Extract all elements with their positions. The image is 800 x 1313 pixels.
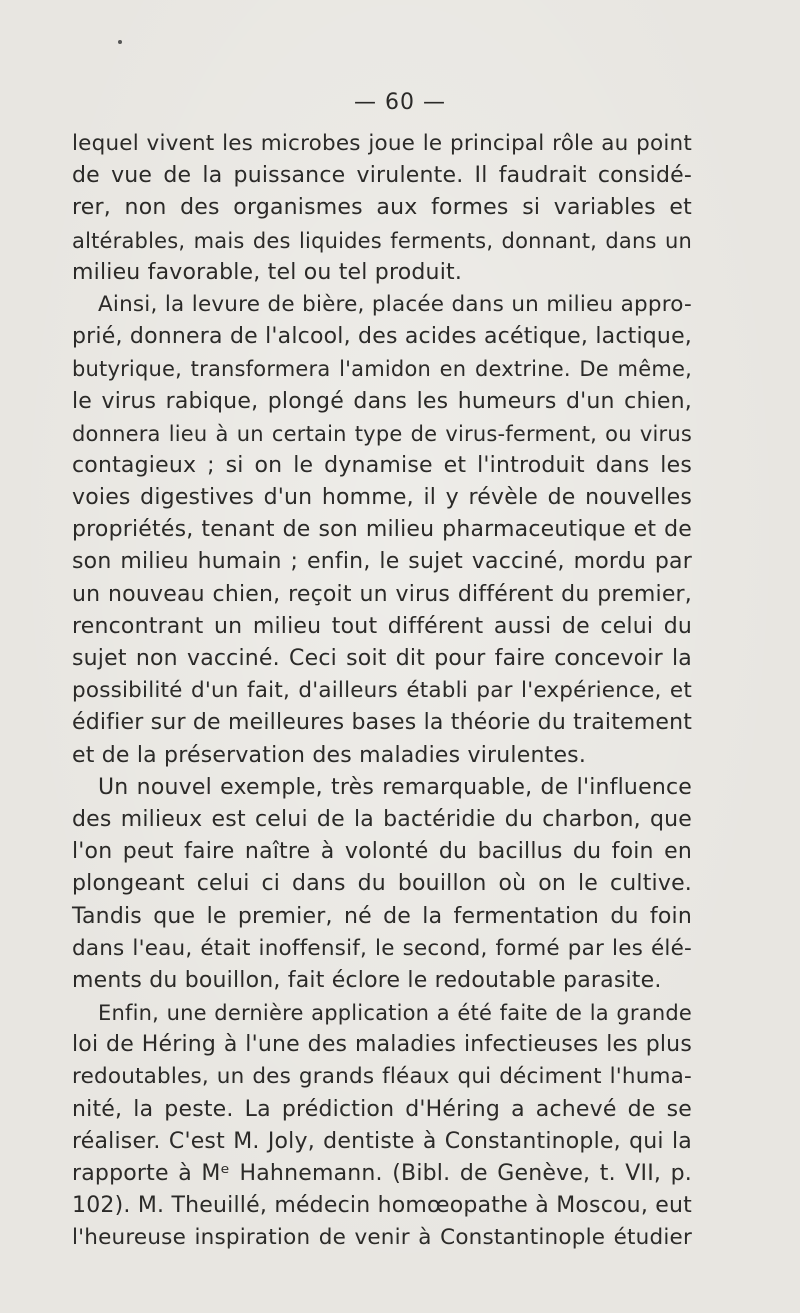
text-line: donnera lieu à un certain type de virus-ferment, ou virus xyxy=(72,421,692,446)
text-line: lequel vivent les microbes joue le principal rôle au point xyxy=(72,131,692,156)
ink-speck xyxy=(118,40,122,44)
text-line: milieu favorable, tel ou tel produit. xyxy=(72,259,463,285)
text-line: loi de Héring à l'une des maladies infectieuses les plus xyxy=(72,1032,692,1058)
text-line: plongeant celui ci dans du bouillon où on le cultive. xyxy=(72,871,692,897)
text-line: nité, la peste. La prédiction d'Héring a achevé de se xyxy=(72,1096,692,1122)
text-line: Un nouvel exemple, très remarquable, de l'influence xyxy=(98,774,692,800)
text-line: 102). M. Theuillé, médecin homœopathe à Moscou, eut xyxy=(72,1193,692,1219)
text-line: redoutables, un des grands fléaux qui déciment l'huma- xyxy=(72,1064,692,1090)
text-line: son milieu humain ; enfin, le sujet vacciné, mordu par xyxy=(72,549,692,575)
text-line: butyrique, transformera l'amidon en dextrine. De même, xyxy=(72,357,692,382)
text-line: et de la préservation des maladies virulentes. xyxy=(72,742,587,768)
text-line: propriétés, tenant de son milieu pharmaceutique et de xyxy=(72,517,692,543)
text-line: altérables, mais des liquides ferments, donnant, dans un xyxy=(72,228,692,253)
text-line: rapporte à Mᵉ Hahnemann. (Bibl. de Genève, t. VII, p. xyxy=(72,1161,692,1186)
text-line: Enfin, une dernière application a été faite de la grande xyxy=(98,1001,692,1026)
text-line: sujet non vacciné. Ceci soit dit pour faire concevoir la xyxy=(72,646,692,671)
page-number: — 60 — xyxy=(354,90,446,115)
text-line: prié, donnera de l'alcool, des acides acétique, lactique, xyxy=(72,324,692,350)
body-text xyxy=(72,128,692,1255)
text-line: Tandis que le premier, né de la fermentation du foin xyxy=(72,903,692,929)
text-line: un nouveau chien, reçoit un virus différent du premier, xyxy=(72,581,692,607)
text-line: édifier sur de meilleures bases la théorie du traitement xyxy=(72,710,693,736)
text-line: contagieux ; si on le dynamise et l'introduit dans les xyxy=(72,452,692,478)
text-line: rer, non des organismes aux formes si variables et xyxy=(72,195,692,221)
text-line: réaliser. C'est M. Joly, dentiste à Constantinople, qui la xyxy=(72,1128,692,1154)
text-line: Ainsi, la levure de bière, placée dans un milieu appro- xyxy=(98,291,692,317)
text-line: voies digestives d'un homme, il y révèle de nouvelles xyxy=(72,485,692,511)
text-line: ments du bouillon, fait éclore le redoutable parasite. xyxy=(72,967,662,993)
text-line: l'heureuse inspiration de venir à Constantinople étudier xyxy=(72,1225,692,1251)
text-line: l'on peut faire naître à volonté du bacillus du foin en xyxy=(72,839,692,865)
text-line: dans l'eau, était inoffensif, le second, formé par les élé- xyxy=(72,935,692,961)
text-line: des milieux est celui de la bactéridie du charbon, que xyxy=(72,806,692,832)
text-line: de vue de la puissance virulente. Il faudrait considé- xyxy=(72,163,692,189)
text-line: rencontrant un milieu tout différent aussi de celui du xyxy=(72,613,692,639)
text-line: possibilité d'un fait, d'ailleurs établi par l'expérience, et xyxy=(72,678,692,704)
text-line: le virus rabique, plongé dans les humeurs d'un chien, xyxy=(72,388,692,414)
